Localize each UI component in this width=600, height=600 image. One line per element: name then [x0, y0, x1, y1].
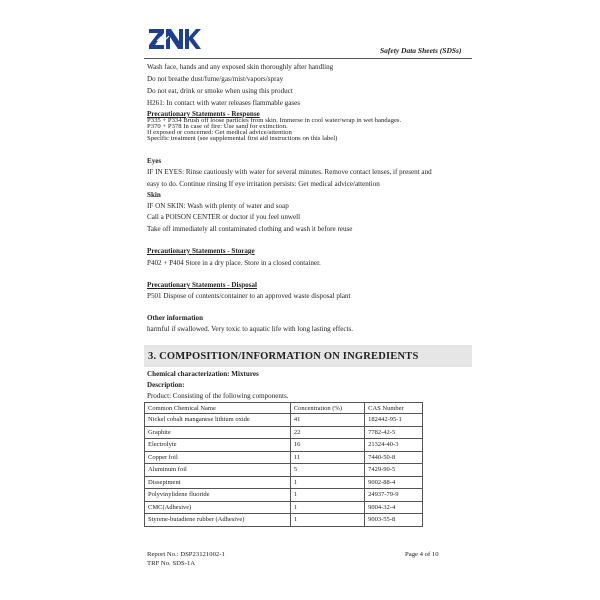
eyes-heading: Eyes: [147, 157, 162, 165]
intro-line: Do not eat, drink or smoke when using this product: [147, 87, 293, 95]
skin-line: Call a POISON CENTER or doctor if you feel unwell: [147, 213, 301, 221]
header-rule: [144, 58, 472, 59]
disposal-heading: Precautionary Statements - Disposal: [147, 281, 258, 289]
eyes-line: easy to do. Continue rinsing If eye irritation persists: Get medical advice/attention: [147, 180, 380, 188]
cell-cas: 7440-50-8: [365, 451, 423, 464]
table-row: [145, 464, 423, 477]
other-heading: Other information: [147, 314, 204, 322]
storage-line: P402 + P404 Store in a dry place. Store in a closed container.: [147, 259, 321, 267]
response-heading: Precautionary Statements - Response: [147, 110, 260, 118]
cell-concentration: 11: [290, 451, 364, 464]
cell-cas: 9003-55-8: [365, 514, 423, 527]
composition-table: [144, 402, 423, 527]
cell-cas: 21324-40-3: [365, 439, 423, 452]
cell-chemical: Electrolyte: [145, 439, 291, 452]
description-label: Description:: [147, 381, 185, 389]
response-line: P370 + P378 In case of fire: Use sand for extinction.: [147, 123, 288, 130]
cell-cas: 7782-42-5: [365, 426, 423, 439]
trf-number: TRF No. SDS-1A: [147, 560, 196, 567]
cell-cas: 9002-88-4: [365, 476, 423, 489]
cell-concentration: 22: [290, 426, 364, 439]
response-line: P335 + P334 Brush off loose particles from skin. Immerse in cool water/wrap in wet bandages.: [147, 117, 402, 124]
response-line: If exposed or concerned: Get medical advice/attention: [147, 129, 292, 136]
section-title: 3. COMPOSITION/INFORMATION ON INGREDIENTS: [148, 351, 419, 362]
table-row: [145, 426, 423, 439]
intro-line: Wash face, hands and any exposed skin thoroughly after handling: [147, 63, 334, 71]
skin-line: Take off immediately all contaminated clothing and wash it before reuse: [147, 225, 353, 233]
response-line: Specific treatment (see supplemental first aid instructions on this label): [147, 135, 338, 142]
cell-cas: 9004-32-4: [365, 501, 423, 514]
cell-chemical: Copper foil: [145, 451, 291, 464]
table-row: [145, 414, 423, 427]
cell-cas: 24937-79-9: [365, 489, 423, 502]
table-row: [145, 451, 423, 464]
cell-cas: 7429-90-5: [365, 464, 423, 477]
table-row: [145, 489, 423, 502]
cell-chemical: Graphite: [145, 426, 291, 439]
column-header: CAS Number: [365, 403, 423, 414]
table-row: [145, 514, 423, 527]
column-header: Common Chemical Name: [145, 403, 291, 414]
report-number: Report No.: DSP23121002-1: [147, 551, 225, 558]
skin-heading: Skin: [147, 191, 161, 199]
cell-chemical: Styrene-butadiene rubber (Adhesive): [145, 514, 291, 527]
cell-chemical: Dissepiment: [145, 476, 291, 489]
other-line: harmful if swallowed. Very toxic to aquatic life with long lasting effects.: [147, 325, 353, 333]
cell-concentration: 16: [290, 439, 364, 452]
header-title: Safety Data Sheets (SDSs): [380, 46, 462, 55]
table-row: [145, 439, 423, 452]
product-line: Product: Consisting of the following components.: [147, 392, 289, 400]
skin-line: IF ON SKIN: Wash with plenty of water and soap: [147, 202, 289, 210]
table-header-row: [145, 403, 423, 414]
cell-chemical: Nickel cobalt manganese lithium oxide: [145, 414, 291, 427]
table-row: [145, 476, 423, 489]
cell-chemical: Aluminum foil: [145, 464, 291, 477]
storage-heading: Precautionary Statements - Storage: [147, 247, 255, 255]
intro-line: Do not breathe dust/fume/gas/mist/vapors/spray: [147, 75, 284, 83]
cell-concentration: 5: [290, 464, 364, 477]
eyes-line: IF IN EYES: Rinse cautiously with water for several minutes. Remove contact lenses, if present and: [147, 168, 432, 176]
intro-line: H261: In contact with water releases flammable gases: [147, 99, 301, 107]
cell-concentration: 1: [290, 501, 364, 514]
cell-concentration: 1: [290, 514, 364, 527]
cell-concentration: 1: [290, 489, 364, 502]
cell-chemical: CMC(Adhesive): [145, 501, 291, 514]
znk-logo: [148, 27, 202, 51]
page-number: Page 4 of 10: [405, 551, 439, 558]
cell-cas: 182442-95-1: [365, 414, 423, 427]
chemical-characterization: Chemical characterization: Mixtures: [147, 370, 259, 378]
cell-concentration: 1: [290, 476, 364, 489]
cell-concentration: 41: [290, 414, 364, 427]
column-header: Concentration (%): [290, 403, 364, 414]
cell-chemical: Polyvinylidene fluoride: [145, 489, 291, 502]
disposal-line: P501 Dispose of contents/container to an approved waste disposal plant: [147, 292, 351, 300]
table-row: [145, 501, 423, 514]
